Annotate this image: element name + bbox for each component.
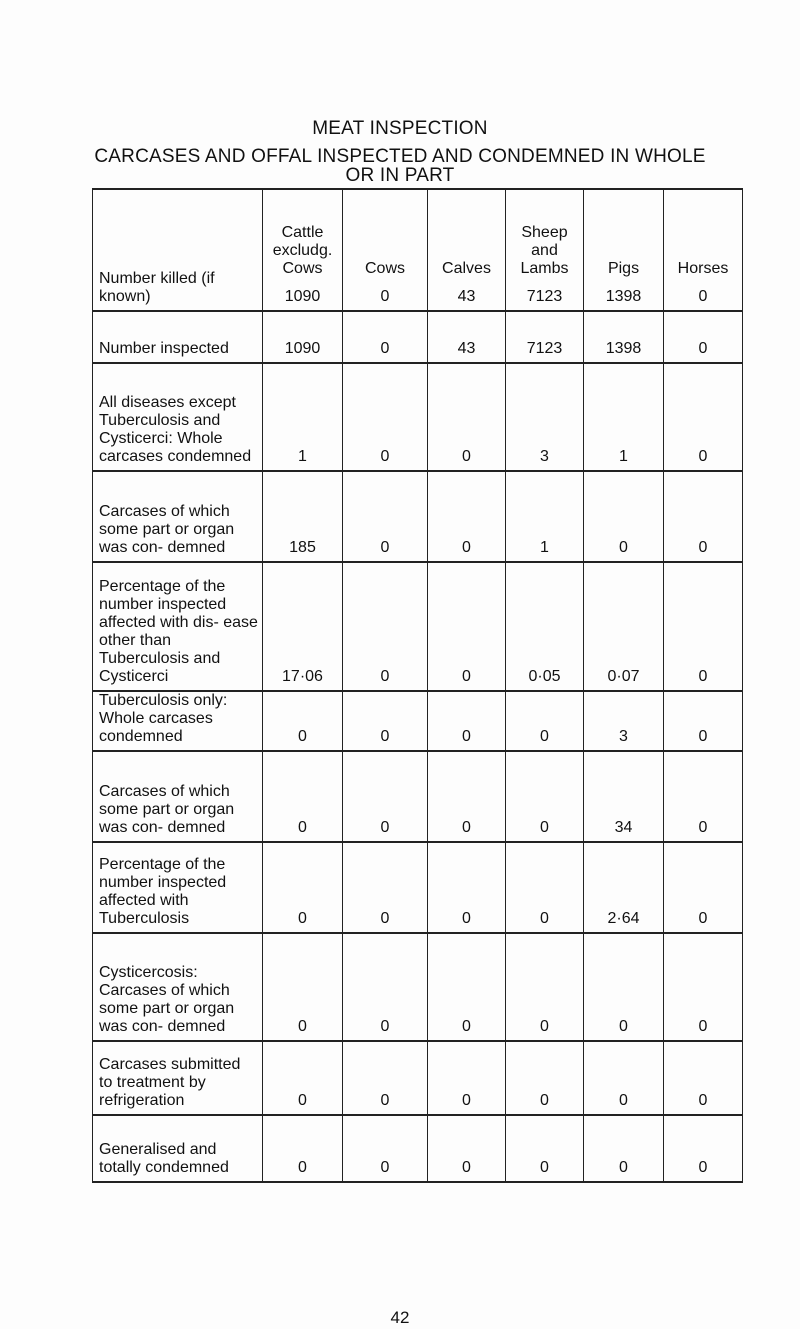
table-cell: 34 — [584, 751, 664, 842]
table-cell: 0 — [664, 562, 743, 691]
table-row — [93, 842, 743, 933]
table-cell: 0 — [343, 311, 428, 363]
table-cell: 0 — [664, 933, 743, 1041]
table-cell: 0 — [664, 311, 743, 363]
table-cell — [506, 189, 584, 311]
table-cell: 185 — [263, 471, 343, 562]
column-header: Calves — [442, 260, 491, 277]
table-cell: 0 — [664, 842, 743, 933]
table-cell: 2·64 — [584, 842, 664, 933]
row-label: Carcases submitted to treatment by refrigeration — [93, 1041, 263, 1115]
row-label: Number inspected — [93, 311, 263, 363]
table-cell: 0 — [428, 1041, 506, 1115]
table-cell: 0 — [506, 691, 584, 751]
table-cell: 0 — [343, 933, 428, 1041]
column-header: Pigs — [607, 260, 640, 277]
table-cell: 0 — [428, 933, 506, 1041]
table-cell: 17·06 — [263, 562, 343, 691]
column-header: Cows — [364, 260, 405, 277]
table-cell: 0 — [263, 1041, 343, 1115]
table-cell: 0 — [428, 691, 506, 751]
table-cell: 0 — [343, 1115, 428, 1182]
table-cell: 1398 — [584, 311, 664, 363]
page-number: 42 — [390, 1308, 410, 1327]
table-cell: 3 — [506, 363, 584, 471]
row-label: Generalised and totally condemned — [93, 1115, 263, 1182]
table-cell: 0 — [263, 1115, 343, 1182]
table-cell: 0 — [343, 363, 428, 471]
cell-value: 0 — [380, 288, 390, 305]
table-subtitle-line-2: OR IN PART — [345, 165, 455, 186]
cell-value: 1090 — [284, 288, 321, 305]
table-cell: 0 — [343, 751, 428, 842]
table-subtitle-line-1: CARCASES AND OFFAL INSPECTED AND CONDEMNED IN WHOLE — [94, 146, 706, 167]
table-cell: 0 — [263, 933, 343, 1041]
table-cell: 0 — [664, 691, 743, 751]
table-cell: 0 — [506, 1115, 584, 1182]
cell-value: 43 — [457, 288, 476, 305]
table-cell: 0 — [428, 842, 506, 933]
table-cell: 0 — [428, 562, 506, 691]
table-cell: 7123 — [506, 311, 584, 363]
table-row — [93, 933, 743, 1041]
table-cell: 0 — [428, 363, 506, 471]
table-cell: 0 — [343, 471, 428, 562]
page-title: MEAT INSPECTION — [312, 118, 488, 139]
table-cell: 0 — [428, 751, 506, 842]
table-cell: 0 — [263, 751, 343, 842]
table-row — [93, 363, 743, 471]
row-label: Number killed (if known) — [93, 189, 263, 311]
table-cell: 0 — [506, 1041, 584, 1115]
table-cell: 0 — [664, 471, 743, 562]
cell-value: 1398 — [605, 288, 642, 305]
table-row — [93, 189, 743, 311]
table-cell: 0 — [343, 691, 428, 751]
table-cell: 0 — [584, 933, 664, 1041]
table-cell: 3 — [584, 691, 664, 751]
column-header: Sheep and Lambs — [520, 224, 569, 277]
table-cell — [343, 189, 428, 311]
table-cell: 0 — [343, 562, 428, 691]
table-cell: 1090 — [263, 311, 343, 363]
table-row — [93, 471, 743, 562]
cell-value: 7123 — [526, 288, 563, 305]
table-cell: 0 — [584, 1041, 664, 1115]
table-cell: 0 — [428, 471, 506, 562]
table-row — [93, 311, 743, 363]
table-cell: 1 — [584, 363, 664, 471]
row-label: All diseases except Tuberculosis and Cysticerci: Whole carcases condemned — [93, 363, 263, 471]
table-cell — [584, 189, 664, 311]
table-row — [93, 1041, 743, 1115]
column-header: Horses — [677, 260, 729, 277]
table-cell: 43 — [428, 311, 506, 363]
table-cell: 0 — [664, 1115, 743, 1182]
row-label: Carcases of which some part or organ was con- demned — [93, 751, 263, 842]
table-cell: 0·05 — [506, 562, 584, 691]
row-label: Tuberculosis only: Whole carcases condemned — [93, 691, 263, 751]
table-cell: 0 — [664, 363, 743, 471]
table-row — [93, 562, 743, 691]
table-row — [93, 751, 743, 842]
table-cell: 0 — [343, 1041, 428, 1115]
table-cell — [428, 189, 506, 311]
row-label: Cysticercosis: Carcases of which some part or organ was con- demned — [93, 933, 263, 1041]
table-cell — [664, 189, 743, 311]
row-label: Percentage of the number inspected affected with Tuberculosis — [93, 842, 263, 933]
table-cell: 0 — [584, 471, 664, 562]
table-row — [93, 1115, 743, 1182]
table-cell: 0 — [584, 1115, 664, 1182]
cell-value: 0 — [698, 288, 708, 305]
table-cell: 0 — [506, 751, 584, 842]
table-cell: 1 — [506, 471, 584, 562]
table-cell: 0·07 — [584, 562, 664, 691]
table-cell: 0 — [664, 1041, 743, 1115]
table-cell: 0 — [664, 751, 743, 842]
table-cell: 0 — [343, 842, 428, 933]
table-cell: 1 — [263, 363, 343, 471]
table-cell: 0 — [506, 933, 584, 1041]
row-label: Percentage of the number inspected affected with dis- ease other than Tuberculosis and Cysticerci — [93, 562, 263, 691]
table-cell: 0 — [428, 1115, 506, 1182]
table-cell: 0 — [263, 691, 343, 751]
table-cell: 0 — [506, 842, 584, 933]
meat-inspection-table — [92, 188, 743, 1183]
column-header: Cattle excludg. Cows — [272, 224, 333, 277]
table-cell: 0 — [263, 842, 343, 933]
row-label: Carcases of which some part or organ was con- demned — [93, 471, 263, 562]
table-cell — [263, 189, 343, 311]
table-row — [93, 691, 743, 751]
